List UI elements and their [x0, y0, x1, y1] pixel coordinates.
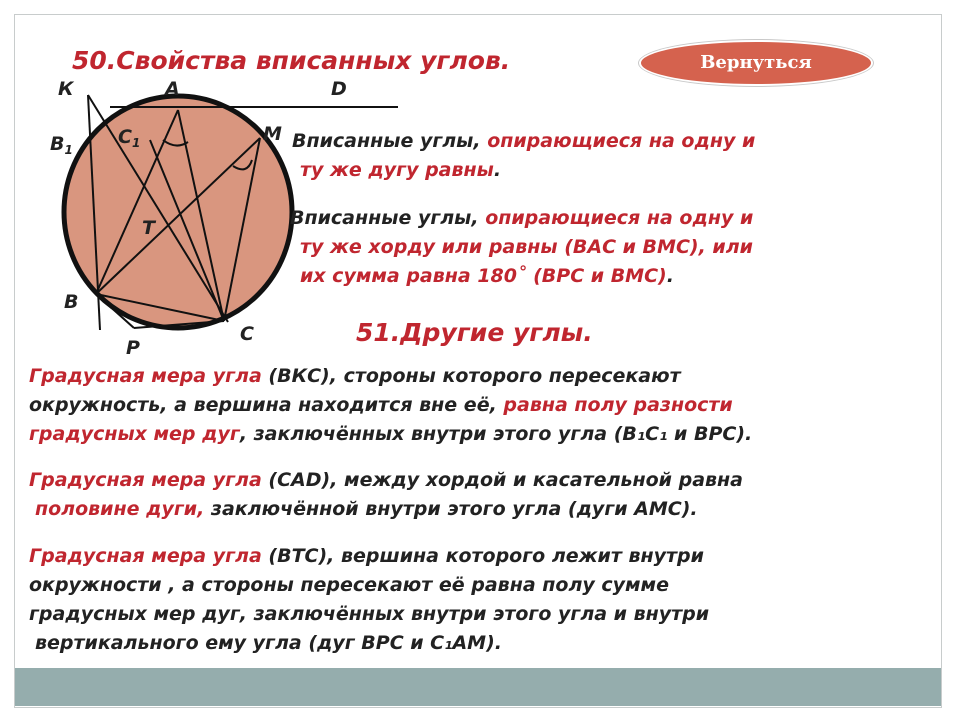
- label-b: B: [64, 291, 79, 313]
- label-a: A: [165, 78, 180, 100]
- label-t: T: [142, 217, 155, 239]
- page-title: 50.Свойства вписанных углов.: [72, 46, 511, 75]
- label-d: D: [331, 78, 347, 100]
- rule-tangent-chord: Градусная мера угла (САD), между хордой и касательной равна половине дуги, заключённой внутри этого угла (дуги АМС).: [29, 469, 743, 521]
- label-p: P: [126, 337, 140, 359]
- label-c1: $C_1$: [118, 126, 141, 150]
- rule-outside-vertex: Градусная мера угла (ВКС), стороны которого пересекают окружность, а вершина находится вне её, равна полу разности градусных мер дуг, заключённых внутри этого угла (В₁С₁ и ВРС).: [29, 365, 753, 446]
- section-heading-other-angles: 51.Другие углы.: [356, 318, 593, 347]
- label-k: К: [58, 78, 74, 100]
- property-same-chord: Вписанные углы, опирающиеся на одну и ту же хорду или равны (ВАС и ВМС), или их сумма равна 180˚ (ВРС и ВМС).: [290, 207, 754, 288]
- property-same-arc: Вписанные углы, опирающиеся на одну и ту же дугу равны.: [292, 130, 756, 182]
- back-button[interactable]: Вернуться: [639, 40, 873, 86]
- label-b1: $B_1$: [50, 133, 73, 157]
- rule-inside-vertex: Градусная мера угла (ВТС), вершина которого лежит внутри окружности , а стороны пересекают её равна полу сумме градусных мер дуг, заключённых внутри этого угла и внутри вертикального ему угла (дуг ВРС и С₁АМ).: [29, 545, 710, 655]
- label-m: M: [263, 123, 282, 145]
- label-c: C: [240, 323, 254, 345]
